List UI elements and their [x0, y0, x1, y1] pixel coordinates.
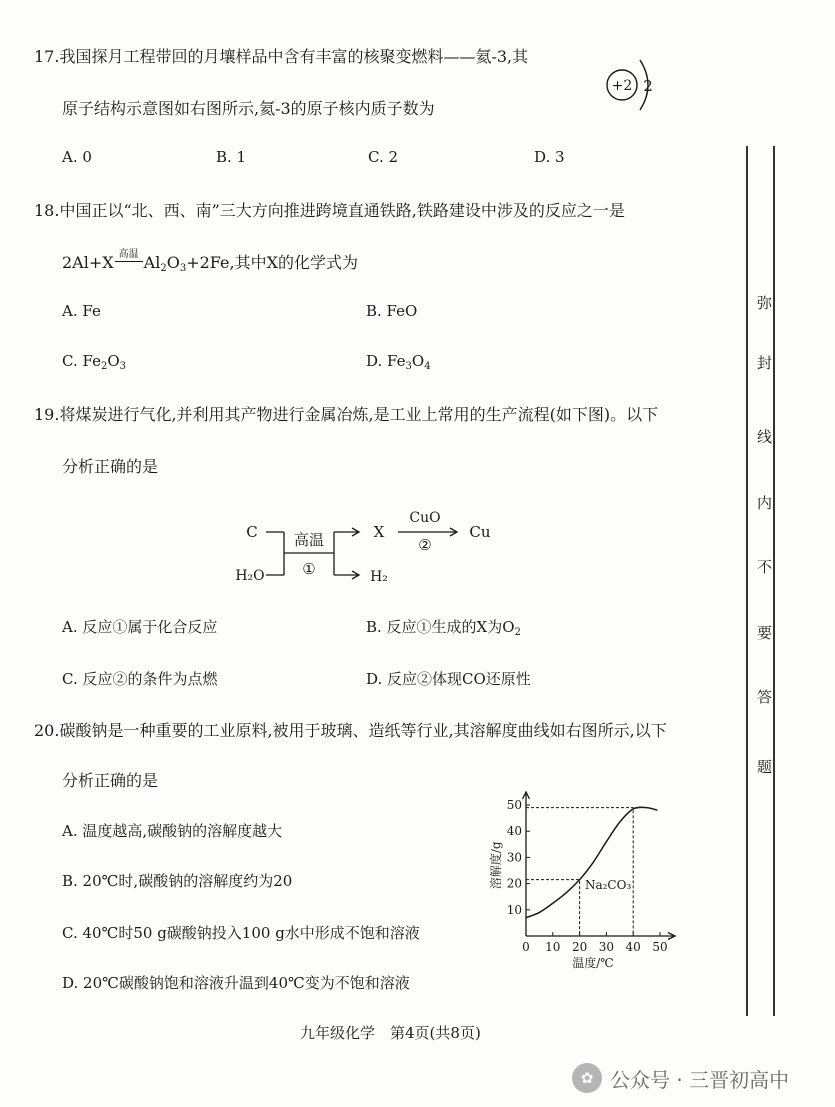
nucleus-charge: +2 [611, 78, 633, 94]
y-tick-label: 40 [506, 824, 522, 839]
seal-text-char: 弥 [757, 294, 773, 312]
flow-step2: ② [418, 536, 432, 554]
q19-option-d: D. 反应②体现CO还原性 [366, 670, 531, 688]
q18-option-a: A. Fe [62, 302, 101, 320]
x-tick-label: 30 [598, 940, 615, 954]
binding-line-right [773, 146, 775, 1016]
q20-stem-line1: 20.碳酸钠是一种重要的工业原料,被用于玻璃、造纸等行业,其溶解度曲线如右图所示,以下 [34, 721, 667, 740]
solubility-chart [486, 780, 696, 970]
q19-stem-line2: 分析正确的是 [62, 457, 159, 476]
q19-option-a: A. 反应①属于化合反应 [62, 618, 218, 636]
q17-option-a: A. 0 [62, 148, 92, 166]
seal-text-char: 封 [757, 354, 773, 372]
eq-condition: 高温 [118, 249, 139, 260]
watermark-text: 公众号 · 三晋初高中 [610, 1067, 790, 1092]
q18-equation: 2Al+X 高温 $Al_2O_3+2Fe$,其中X的化学式为 [62, 250, 358, 273]
q20-option-a: A. 温度越高,碳酸钠的溶解度越大 [62, 822, 283, 840]
q20-stem-line2: 分析正确的是 [62, 771, 159, 790]
eq-rest: +2Fe,其中X的化学式为 [186, 253, 358, 272]
seal-text-char: 答 [757, 688, 773, 706]
x-axis-label: 温度/℃ [572, 956, 614, 970]
y-tick-label: 10 [506, 902, 522, 917]
q17-option-d: D. 3 [534, 148, 565, 166]
y-tick-label: 50 [506, 798, 522, 812]
q19-option-c: C. 反应②的条件为点燃 [62, 670, 218, 688]
y-tick-label: 30 [506, 850, 522, 865]
eq-reactants: 2Al+X [62, 253, 114, 272]
q17-option-b: B. 1 [216, 148, 247, 166]
q17-option-c: C. 2 [368, 148, 399, 166]
flow-product-x: X [373, 523, 385, 541]
watermark [572, 1058, 789, 1098]
y-tick-label: 20 [506, 876, 522, 891]
x-tick-label: 50 [652, 940, 668, 954]
q17-stem-line2: 原子结构示意图如右图所示,氦-3的原子核内质子数为 [62, 99, 435, 118]
q19-stem-line1: 19.将煤炭进行气化,并利用其产物进行金属冶炼,是工业上常用的生产流程(如下图)。以下 [34, 405, 659, 424]
wechat-icon: ✿ [572, 1063, 602, 1093]
x-tick-label: 20 [571, 940, 588, 954]
flow-reagent-cuo: CuO [409, 510, 441, 526]
series-label: Na₂CO₃ [584, 877, 632, 892]
solubility-curve [526, 807, 657, 917]
q19-option-b: B. 反应①生成的X为$O_2$ [366, 618, 521, 638]
q17-stem-line1: 17.我国探月工程带回的月壤样品中含有丰富的核聚变燃料——氦-3,其 [34, 47, 529, 66]
y-axis-label: 溶解度/g [489, 841, 503, 890]
x-tick-label: 10 [545, 940, 561, 954]
q20-option-d: D. 20℃碳酸钠饱和溶液升温到40℃变为不饱和溶液 [62, 974, 410, 992]
electron-count: 2 [643, 77, 653, 95]
eq-product-al: Al [143, 253, 161, 272]
flow-condition: 高温 [293, 531, 325, 549]
seal-text-char: 内 [757, 494, 773, 512]
process-flow-diagram [230, 502, 510, 594]
binding-line-left [746, 146, 748, 1016]
page-footer: 九年级化学 第4页(共8页) [300, 1024, 481, 1042]
q18-stem-line1: 18.中国正以“北、西、南”三大方向推进跨境直通铁路,铁路建设中涉及的反应之一是 [34, 201, 625, 220]
q18-option-c: C. $Fe_2O_3$ [62, 352, 127, 372]
flow-reactant-h2o: H₂O [235, 568, 265, 584]
q20-option-b: B. 20℃时,碳酸钠的溶解度约为20 [62, 872, 293, 890]
q18-option-b: B. FeO [366, 302, 418, 320]
seal-text-char: 线 [757, 428, 773, 446]
seal-text-char: 题 [757, 758, 773, 776]
flow-step1: ① [302, 560, 316, 578]
eq-arrow [115, 249, 143, 268]
seal-text-char: 不 [757, 558, 773, 576]
flow-reactant-c: C [246, 523, 258, 541]
flow-product-cu: Cu [469, 523, 491, 541]
x-tick-label: 40 [625, 940, 641, 954]
q18-option-d: D. $Fe_3O_4$ [366, 352, 431, 372]
q20-option-c: C. 40℃时50 g碳酸钠投入100 g水中形成不饱和溶液 [62, 924, 420, 942]
seal-text-char: 要 [757, 624, 773, 642]
x-tick-label: 0 [522, 940, 530, 954]
helium-atom-diagram [598, 56, 668, 114]
flow-product-h2: H₂ [370, 569, 388, 585]
